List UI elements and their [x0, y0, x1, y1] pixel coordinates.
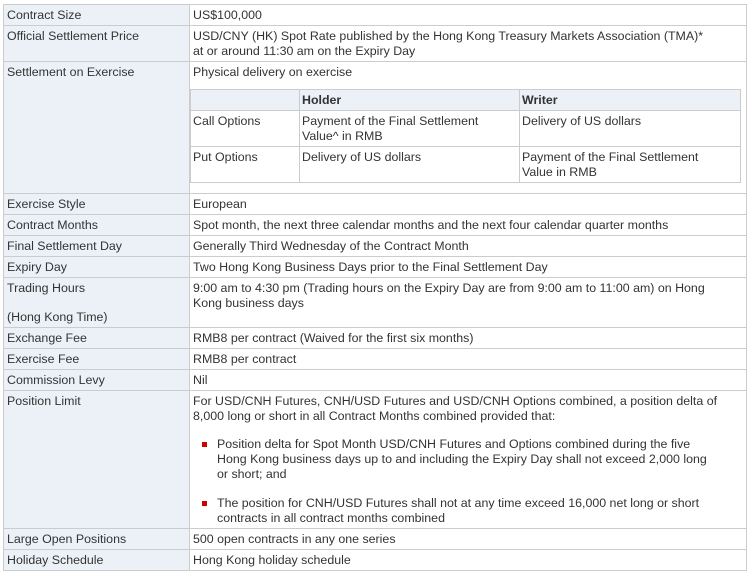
- row-value: Generally Third Wednesday of the Contract Month: [190, 236, 747, 257]
- value-line: 8,000 long or short in all Contract Months combined provided that:: [193, 409, 556, 423]
- option-type: Call Options: [191, 111, 300, 147]
- row-large-open-positions: [4, 529, 747, 550]
- row-value: 500 open contracts in any one series: [190, 529, 747, 550]
- bullet-square-icon: [202, 501, 207, 506]
- cell-line: Delivery of US dollars: [522, 114, 642, 128]
- row-value: [190, 62, 747, 194]
- row-exchange-fee: [4, 328, 747, 349]
- row-value: Spot month, the next three calendar months and the next four calendar quarter months: [190, 215, 747, 236]
- cell-line: Value in RMB: [522, 165, 597, 179]
- row-label: Settlement on Exercise: [4, 62, 190, 194]
- list-item: [193, 437, 743, 482]
- position-limit-intro: [193, 394, 743, 424]
- row-label: Contract Size: [4, 5, 190, 26]
- subtable-header-holder: Holder: [300, 90, 520, 111]
- cell-line: Delivery of US dollars: [302, 150, 422, 164]
- option-type: Put Options: [191, 147, 300, 183]
- settlement-subtable: [190, 89, 741, 183]
- row-value: European: [190, 194, 747, 215]
- row-value: RMB8 per contract (Waived for the first six months): [190, 328, 747, 349]
- row-value: [190, 26, 747, 62]
- holder-obligation: [300, 111, 520, 147]
- row-label: Exercise Style: [4, 194, 190, 215]
- row-contract-months: [4, 215, 747, 236]
- bullet-square-icon: [202, 442, 207, 447]
- subtable-header-empty: [191, 90, 300, 111]
- value-line: For USD/CNH Futures, CNH/USD Futures and USD/CNH Options combined, a position delta of: [193, 394, 718, 408]
- row-label: Exercise Fee: [4, 349, 190, 370]
- row-final-settlement-day: [4, 236, 747, 257]
- row-label: Position Limit: [4, 391, 190, 529]
- item-line: Hong Kong business days up to and including the Expiry Day shall not exceed 2,000 long: [217, 452, 707, 466]
- row-contract-size: [4, 5, 747, 26]
- row-value: US$100,000: [190, 5, 747, 26]
- row-label: Final Settlement Day: [4, 236, 190, 257]
- item-line: contracts in all contract months combined: [217, 511, 445, 525]
- row-settlement-on-exercise: [4, 62, 747, 194]
- label-note: (Hong Kong Time): [7, 310, 108, 324]
- row-label: Large Open Positions: [4, 529, 190, 550]
- subtable-row-call-options: [191, 111, 741, 147]
- cell-line: Payment of the Final Settlement: [522, 150, 699, 164]
- row-label: [4, 278, 190, 328]
- row-exercise-style: [4, 194, 747, 215]
- row-expiry-day: [4, 257, 747, 278]
- writer-obligation: [520, 147, 741, 183]
- label-line: Trading Hours: [7, 281, 86, 295]
- row-value: RMB8 per contract: [190, 349, 747, 370]
- row-value: [190, 278, 747, 328]
- cell-line: Payment of the Final Settlement: [302, 114, 479, 128]
- row-value: Nil: [190, 370, 747, 391]
- subtable-header-writer: Writer: [520, 90, 741, 111]
- row-label: Contract Months: [4, 215, 190, 236]
- contract-specifications-table: [3, 4, 747, 571]
- row-trading-hours: [4, 278, 747, 328]
- row-holiday-schedule: [4, 550, 747, 571]
- subtable-row-put-options: [191, 147, 741, 183]
- row-label: Official Settlement Price: [4, 26, 190, 62]
- value-line: at or around 11:30 am on the Expiry Day: [193, 44, 416, 58]
- item-line: Position delta for Spot Month USD/CNH Futures and Options combined during the five: [217, 437, 691, 451]
- value-line: 9:00 am to 4:30 pm (Trading hours on the Expiry Day are from 9:00 am to 11:00 am) on Hong: [193, 281, 705, 295]
- list-item: [193, 496, 743, 526]
- value-line: USD/CNY (HK) Spot Rate published by the Hong Kong Treasury Markets Association (TMA)*: [193, 29, 704, 43]
- settlement-method: Physical delivery on exercise: [193, 65, 353, 79]
- subtable-header-row: [191, 90, 741, 111]
- row-position-limit: [4, 391, 747, 529]
- value-line: Kong business days: [193, 296, 304, 310]
- row-label: Commission Levy: [4, 370, 190, 391]
- row-label: Exchange Fee: [4, 328, 190, 349]
- row-commission-levy: [4, 370, 747, 391]
- cell-line: Value^ in RMB: [302, 129, 383, 143]
- item-line: The position for CNH/USD Futures shall not at any time exceed 16,000 net long or short: [217, 496, 700, 510]
- row-value: Two Hong Kong Business Days prior to the Final Settlement Day: [190, 257, 747, 278]
- item-line: or short; and: [217, 467, 287, 481]
- position-limit-conditions: [193, 437, 743, 526]
- row-value: Hong Kong holiday schedule: [190, 550, 747, 571]
- row-official-settlement-price: [4, 26, 747, 62]
- row-label: Expiry Day: [4, 257, 190, 278]
- row-label: Holiday Schedule: [4, 550, 190, 571]
- row-value: [190, 391, 747, 529]
- holder-obligation: [300, 147, 520, 183]
- writer-obligation: [520, 111, 741, 147]
- row-exercise-fee: [4, 349, 747, 370]
